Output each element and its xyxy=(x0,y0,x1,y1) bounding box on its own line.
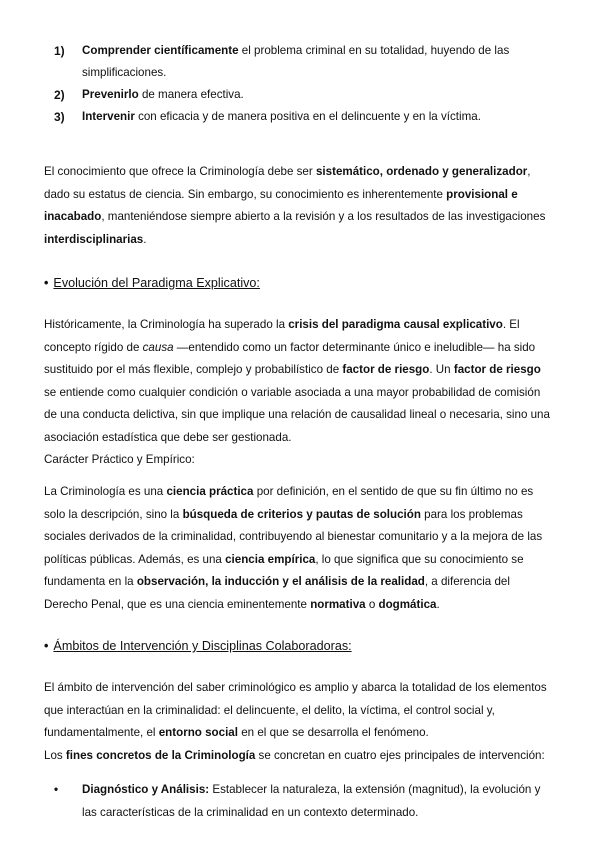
bold-term: dogmática xyxy=(378,597,437,611)
list-item-text xyxy=(82,84,564,106)
list-item-text xyxy=(82,106,564,128)
bold-term: sistemático, ordenado y generalizador xyxy=(315,165,528,178)
text-run: se concretan en cuatro ejes principales de intervención: xyxy=(255,748,545,762)
bold-term: ciencia empírica xyxy=(225,552,316,566)
text-run: . Un xyxy=(429,363,454,376)
subheading: Carácter Práctico y Empírico: xyxy=(44,453,195,466)
bullet-icon: • xyxy=(44,639,49,653)
paragraph-knowledge xyxy=(44,161,556,251)
text-run: . xyxy=(436,597,440,611)
text-run: de manera efectiva. xyxy=(138,88,244,101)
bold-term: Comprender científicamente xyxy=(82,44,239,57)
text-run: se entiende como cualquier condición o variable asociada a una mayor probabilidad de comisión de una conducta delictiva, sin que implique una relación de causalidad lineal o necesaria, sino una asociación estadística que debe ser gestionada. xyxy=(44,385,550,444)
paragraph-paradigm xyxy=(44,314,556,472)
text-run: El conocimiento que ofrece la Criminología debe ser xyxy=(44,165,316,178)
heading-text: Evolución del Paradigma Explicativo: xyxy=(53,276,260,290)
text-run: por definición, en el sentido de que su fin último no es solo la descripción, sino la xyxy=(44,485,534,521)
bold-term: ciencia práctica xyxy=(166,485,254,498)
text-run: para los problemas sociales derivados de la criminalidad, contribuyendo al bienestar comunitario y a la mejora de las políticas públicas. Además, es una xyxy=(44,507,543,566)
text-run: , lo que significa que su conocimiento se fundamenta en la xyxy=(44,552,524,588)
bold-term: búsqueda de criterios y pautas de solución xyxy=(182,507,421,521)
bold-term: Diagnóstico y Análisis: xyxy=(82,783,210,796)
bold-term: factor de riesgo xyxy=(453,363,541,376)
bold-term: Prevenirlo xyxy=(82,88,139,101)
text-run: , manteniéndose siempre abierto a la revisión y a los resultados de las investigaciones xyxy=(101,210,546,223)
text-run: Históricamente, la Criminología ha superado la xyxy=(44,318,289,331)
text-run: , dado su estatus de ciencia. Sin embargo, su conocimiento es inherentemente xyxy=(44,165,531,201)
objectives-list xyxy=(44,40,564,128)
bold-term: factor de riesgo xyxy=(342,363,430,376)
text-run: Establecer la naturaleza, la extensión (magnitud), la evolución y las características de la criminalidad en un contexto determinado. xyxy=(82,783,541,819)
list-item xyxy=(44,40,564,84)
list-item xyxy=(44,106,564,128)
bold-term: observación, la inducción y el análisis de la realidad xyxy=(136,575,425,588)
text-run: El ámbito de intervención del saber criminológico es amplio y abarca la totalidad de los elementos que interactúan en la criminalidad: el delincuente, el delito, la víctima, el control social y, fundamentalmente, el xyxy=(44,681,547,739)
list-number: 2) xyxy=(54,88,65,102)
text-run: con eficacia y de manera positiva en el delincuente y en la víctima. xyxy=(134,110,481,123)
bold-term: provisional e inacabado xyxy=(44,187,518,223)
list-number: 1) xyxy=(54,44,65,58)
list-item-text xyxy=(82,40,564,84)
text-run: , a diferencia del Derecho Penal, que es una ciencia eminentemente xyxy=(44,575,510,611)
list-item xyxy=(44,84,564,106)
bold-term: entorno social xyxy=(158,726,238,739)
bold-term: interdisciplinarias xyxy=(44,232,144,246)
paragraph-scope xyxy=(44,677,556,767)
text-run: Los xyxy=(44,748,66,762)
bold-term: normativa xyxy=(310,597,366,611)
bold-term: Intervenir xyxy=(82,110,135,123)
bold-term: fines concretos de la Criminología xyxy=(65,748,256,762)
text-run: . El concepto rígido de xyxy=(44,318,520,354)
italic-term: causa xyxy=(142,340,174,354)
paragraph-practical xyxy=(44,481,556,616)
section-heading xyxy=(44,276,260,290)
list-number: 3) xyxy=(54,110,65,124)
text-run: La Criminología es una xyxy=(44,485,167,498)
list-item-text xyxy=(82,779,556,824)
text-run: o xyxy=(365,597,379,611)
text-run: —entendido como un factor determinante único e ineludible— ha sido sustituido por el más flexible, complejo y probabilístico de xyxy=(44,340,536,376)
bullet-icon: • xyxy=(54,783,59,796)
bullet-icon: • xyxy=(44,276,49,290)
bold-term: crisis del paradigma causal explicativo xyxy=(288,318,503,331)
text-run: el problema criminal en su totalidad, huyendo de las simplificaciones. xyxy=(82,44,510,79)
heading-text: Ámbitos de Intervención y Disciplinas Colaboradoras: xyxy=(53,639,352,653)
list-item xyxy=(44,779,556,824)
text-run: en el que se desarrolla el fenómeno. xyxy=(237,726,429,739)
text-run: . xyxy=(143,232,147,246)
section-heading xyxy=(44,639,352,653)
